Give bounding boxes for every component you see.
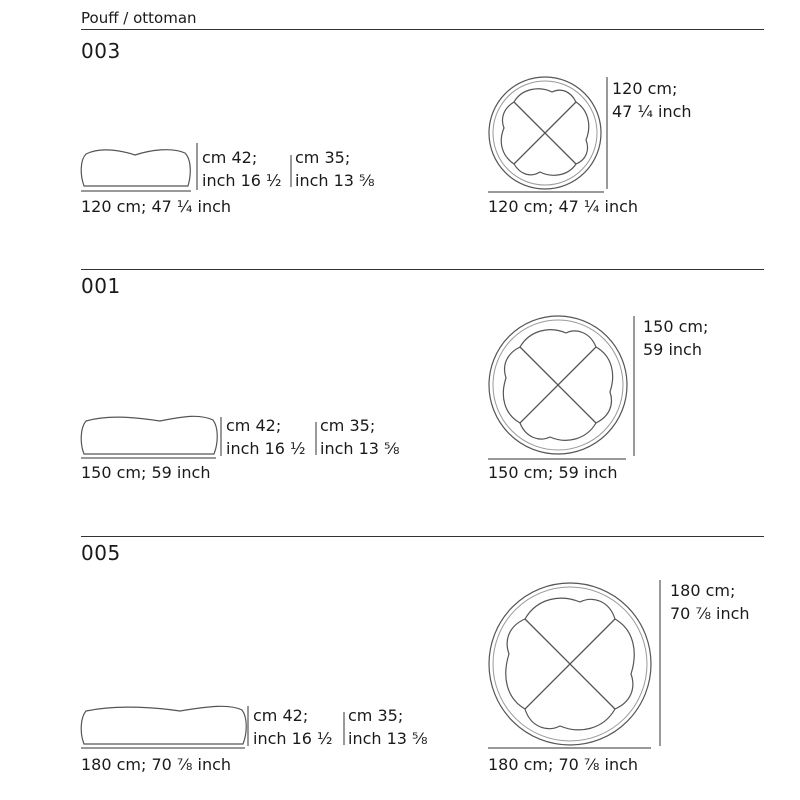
height-cm-label: cm 42; [226, 416, 282, 435]
seat-height-cm-label: cm 35; [320, 416, 376, 435]
top-depth-cm-label: 180 cm; [670, 581, 736, 600]
height-inch-label: inch 16 ½ [253, 729, 333, 748]
page-title: Pouff / ottoman [81, 9, 197, 27]
height-inch-label: inch 16 ½ [226, 439, 306, 458]
seat-height-inch-label: inch 13 ⅝ [348, 729, 428, 748]
height-inch-label: inch 16 ½ [202, 171, 282, 190]
side-width-label: 120 cm; 47 ¼ inch [81, 197, 232, 216]
top-view-005 [488, 580, 660, 748]
section-code: 001 [81, 274, 121, 298]
seat-height-cm-label: cm 35; [348, 706, 404, 725]
top-depth-cm-label: 120 cm; [612, 79, 678, 98]
section-code: 003 [81, 39, 121, 63]
height-cm-label: cm 42; [253, 706, 309, 725]
seat-height-cm-label: cm 35; [295, 148, 351, 167]
seat-height-inch-label: inch 13 ⅝ [295, 171, 375, 190]
top-depth-inch-label: 47 ¼ inch [612, 102, 692, 121]
section-code: 005 [81, 541, 121, 565]
top-depth-inch-label: 59 inch [643, 340, 702, 359]
seat-height-inch-label: inch 13 ⅝ [320, 439, 400, 458]
top-view-001 [488, 316, 634, 459]
section-divider [81, 269, 764, 270]
top-width-label: 150 cm; 59 inch [488, 463, 618, 482]
top-width-label: 180 cm; 70 ⅞ inch [488, 755, 639, 774]
top-depth-cm-label: 150 cm; [643, 317, 709, 336]
side-width-label: 150 cm; 59 inch [81, 463, 211, 482]
top-view-003 [488, 77, 607, 192]
top-depth-inch-label: 70 ⅞ inch [670, 604, 750, 623]
top-width-label: 120 cm; 47 ¼ inch [488, 197, 639, 216]
height-cm-label: cm 42; [202, 148, 258, 167]
section-divider [81, 536, 764, 537]
side-width-label: 180 cm; 70 ⅞ inch [81, 755, 232, 774]
